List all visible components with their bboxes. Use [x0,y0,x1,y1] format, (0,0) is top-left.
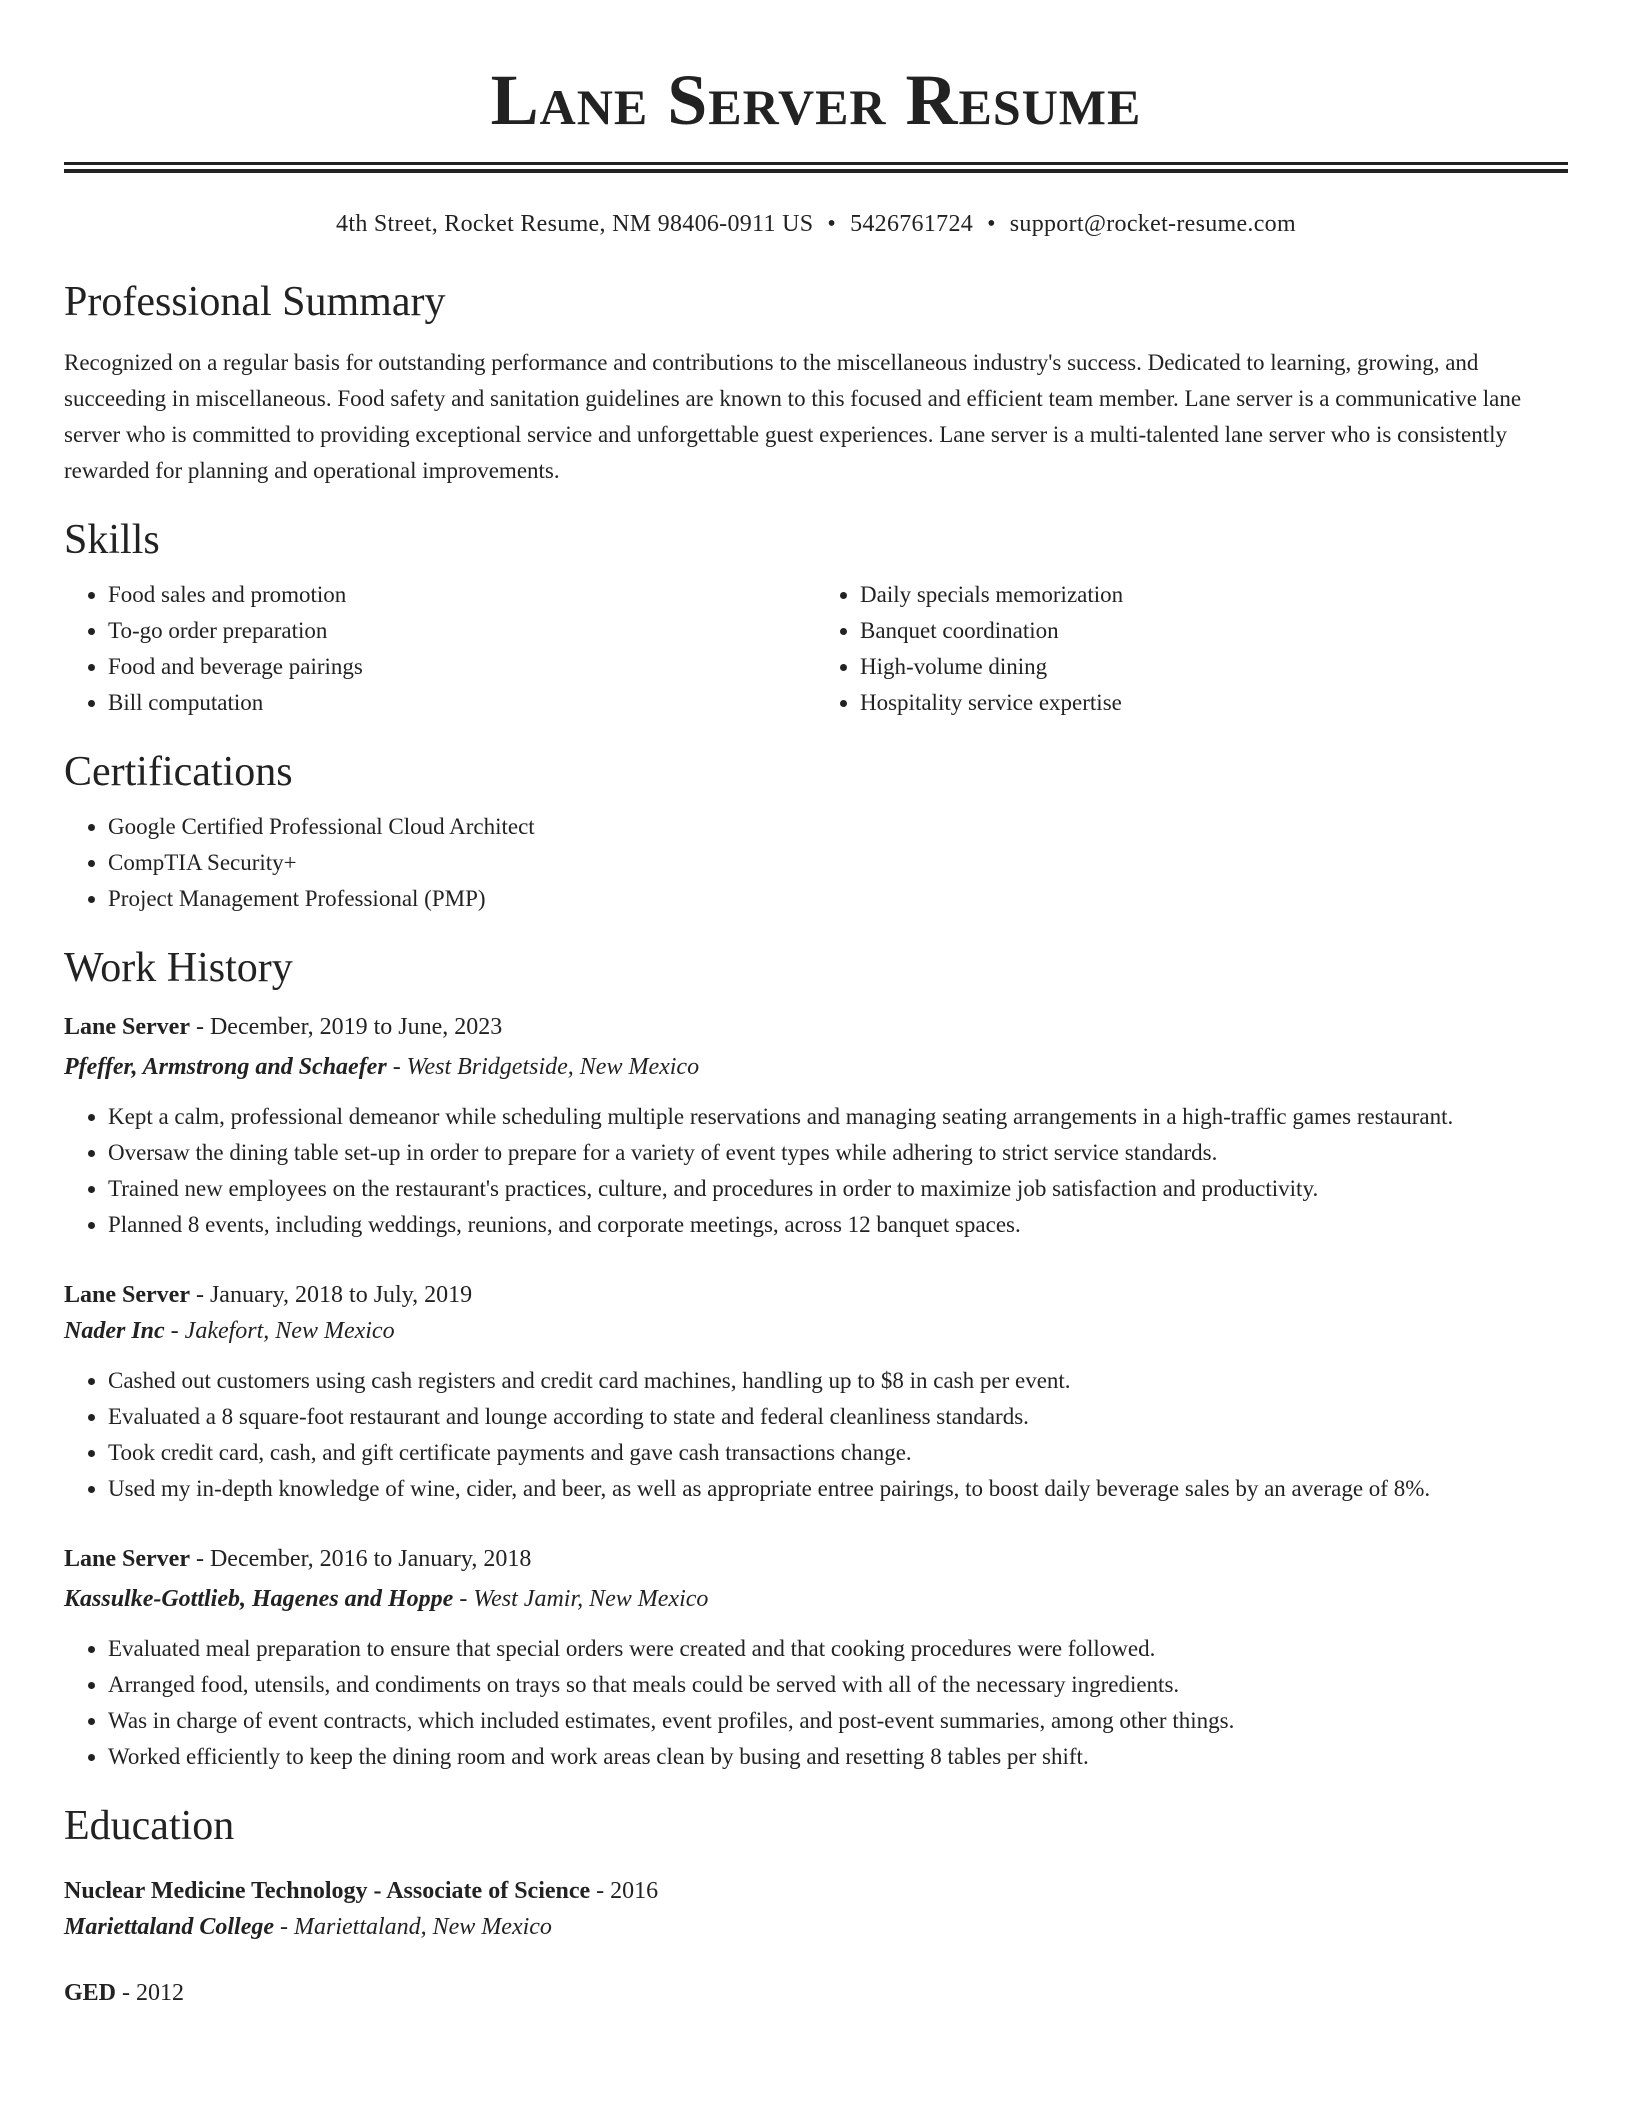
summary-text: Recognized on a regular basis for outstanding performance and contributions to the miscellaneous industry's success. Dedicated to learning, growing, and succeeding in miscellaneous. Food safety and sanitation guidelines are known to this focused and efficient team member. Lane server is a communicative lane server who is committed to providing exceptional service and unforgettable guest experiences. Lane server is a multi-talented lane server who is consistently rewarded for planning and operational improvements. [64,350,1522,483]
skill-item: • Daily specials memorization [860,577,1568,613]
job-duty: • Took credit card, cash, and gift certificate payments and gave cash transactions change. [108,1435,1568,1471]
job-entry [64,1009,1568,1243]
job-duty: • Oversaw the dining table set-up in order to prepare for a variety of event types while adhering to strict service standards. [108,1135,1568,1171]
certification-item: • Project Management Professional (PMP) [108,881,1568,917]
skill-item: • Bill computation [108,685,816,721]
education-degree: GED [64,1980,117,2006]
job-title-line [64,1009,1568,1045]
work-history-heading: Work History [64,945,293,991]
education-entry [64,1975,1568,2011]
contact-separator: • [827,211,837,237]
job-title-line [64,1277,1568,1313]
skill-item: • Hospitality service expertise [860,685,1568,721]
skills-right-column [816,577,1568,721]
education-entry [64,1873,1568,1945]
skills-left-column [64,577,816,721]
job-location: - West Bridgetside, New Mexico [392,1054,700,1080]
education-year: - 2012 [122,1980,185,2006]
job-duty: • Kept a calm, professional demeanor while scheduling multiple reservations and managing seating arrangements in a high-traffic games restaurant. [108,1099,1568,1135]
job-company: Pfeffer, Armstrong and Schaefer [64,1054,387,1080]
job-duty: • Arranged food, utensils, and condiments on trays so that meals could be served with all of the necessary ingredients. [108,1667,1568,1703]
education-year: - 2016 [596,1878,659,1904]
job-duties [64,1363,1568,1507]
job-company-line [64,1049,1568,1085]
job-duties [64,1099,1568,1243]
certifications-heading: Certifications [64,749,293,795]
job-location: - West Jamir, New Mexico [459,1586,709,1612]
skill-item: • To-go order preparation [108,613,816,649]
job-title: Lane Server [64,1282,190,1308]
job-title: Lane Server [64,1546,190,1572]
education-degree-line [64,1873,1568,1909]
education-degree-line [64,1975,1568,2011]
resume-title: Lane Server Resume [490,60,1142,140]
skill-item: • Banquet coordination [860,613,1568,649]
education-school-line [64,1909,1568,1945]
job-dates: - December, 2016 to January, 2018 [195,1546,532,1572]
contact-address: 4th Street, Rocket Resume, NM 98406-0911 US [336,211,814,237]
certification-item: • CompTIA Security+ [108,845,1568,881]
education-degree: Nuclear Medicine Technology - Associate of Science [64,1878,591,1904]
skill-item: • High-volume dining [860,649,1568,685]
education-school: Mariettaland College [64,1914,274,1940]
job-duty: • Evaluated a 8 square-foot restaurant and lounge according to state and federal cleanliness standards. [108,1399,1568,1435]
job-company: Nader Inc [64,1318,165,1344]
job-duty: • Used my in-depth knowledge of wine, cider, and beer, as well as appropriate entree pairings, to boost daily beverage sales by an average of 8%. [108,1471,1568,1507]
job-location: - Jakefort, New Mexico [170,1318,395,1344]
job-duty: • Planned 8 events, including weddings, reunions, and corporate meetings, across 12 banquet spaces. [108,1207,1568,1243]
job-company: Kassulke-Gottlieb, Hagenes and Hoppe [64,1586,454,1612]
job-duty: • Cashed out customers using cash registers and credit card machines, handling up to $8 in cash per event. [108,1363,1568,1399]
job-duties [64,1631,1568,1775]
job-duty: • Was in charge of event contracts, which included estimates, event profiles, and post-event summaries, among other things. [108,1703,1568,1739]
job-dates: - December, 2019 to June, 2023 [195,1014,503,1040]
summary-heading: Professional Summary [64,279,446,325]
job-duty: • Trained new employees on the restaurant's practices, culture, and procedures in order to maximize job satisfaction and productivity. [108,1171,1568,1207]
job-company-line [64,1581,1568,1617]
job-dates: - January, 2018 to July, 2019 [195,1282,473,1308]
education-location: - Mariettaland, New Mexico [280,1914,552,1940]
job-duty: • Worked efficiently to keep the dining room and work areas clean by busing and resetting 8 tables per shift. [108,1739,1568,1775]
skills-list [64,577,1568,721]
certification-item: • Google Certified Professional Cloud Architect [108,809,1568,845]
certifications-list [64,809,1568,917]
education-heading: Education [64,1803,235,1849]
job-duty: • Evaluated meal preparation to ensure that special orders were created and that cooking procedures were followed. [108,1631,1568,1667]
skill-item: • Food and beverage pairings [108,649,816,685]
contact-separator: • [987,211,996,237]
job-entry [64,1541,1568,1775]
skills-heading: Skills [64,517,160,563]
contact-line [64,209,1568,239]
skill-item: • Food sales and promotion [108,577,816,613]
job-title: Lane Server [64,1014,190,1040]
contact-phone: 5426761724 [850,211,974,237]
job-title-line [64,1541,1568,1577]
job-company-line [64,1313,1568,1349]
title-divider [64,162,1568,173]
job-entry [64,1277,1568,1507]
contact-email: support@rocket-resume.com [1009,211,1296,237]
